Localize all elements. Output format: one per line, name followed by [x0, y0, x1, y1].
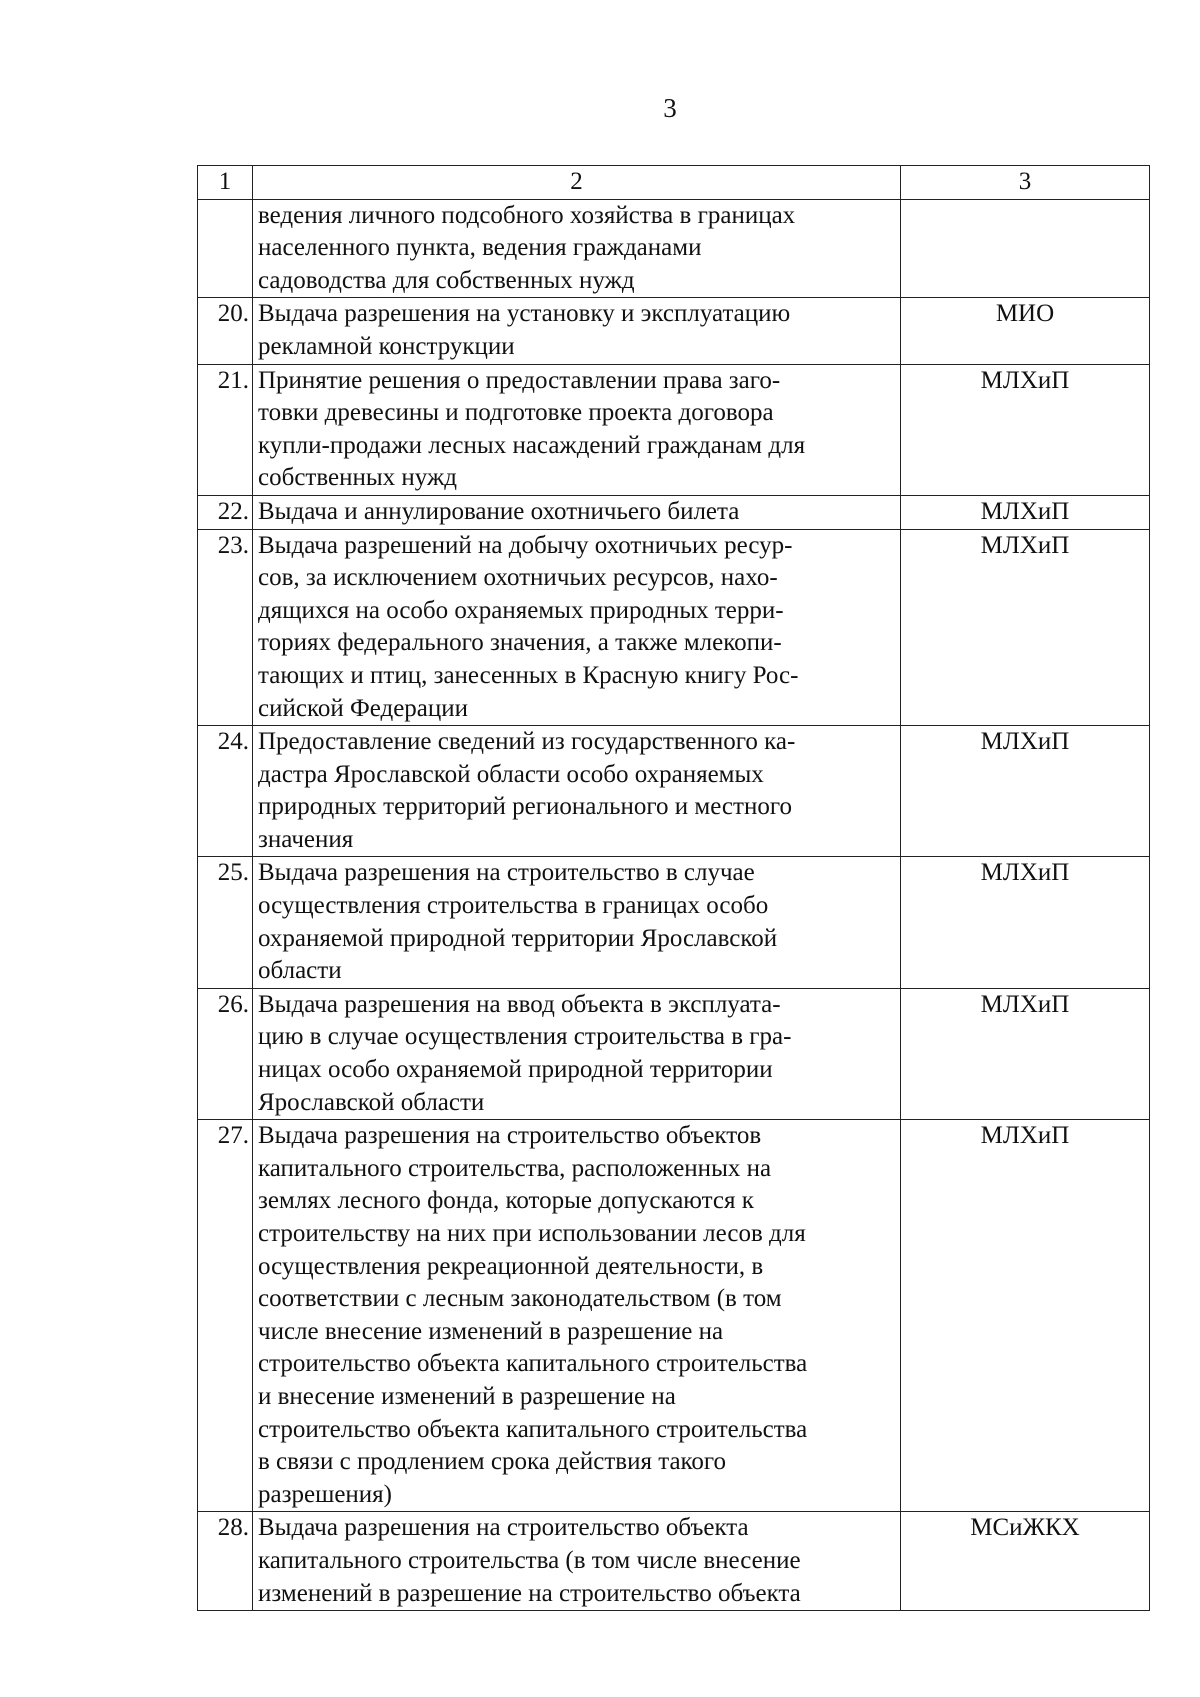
- table-row: [198, 1120, 1150, 1512]
- responsible-body: МЛХиП: [901, 364, 1150, 495]
- description-line: строительство объекта капитального строительства: [258, 1350, 808, 1378]
- description-line: охраняемой природной территории Ярославской: [258, 924, 778, 952]
- description-line: природных территорий регионального и местного: [258, 793, 792, 821]
- description-line: Выдача разрешения на строительство объекта: [258, 1514, 749, 1542]
- description-line: Выдача разрешений на добычу охотничьих ресур-: [258, 531, 793, 559]
- service-description: [253, 298, 901, 364]
- table-body: [198, 166, 1150, 1611]
- description-line: землях лесного фонда, которые допускаются к: [258, 1187, 754, 1215]
- description-line: и внесение изменений в разрешение на: [258, 1382, 676, 1410]
- row-number: [198, 199, 253, 298]
- description-line: собственных нужд: [258, 464, 457, 492]
- responsible-body: МИО: [901, 298, 1150, 364]
- row-number: 28.: [198, 1512, 253, 1611]
- table-row: [198, 529, 1150, 726]
- description-line: осуществления рекреационной деятельности, в: [258, 1252, 764, 1280]
- description-line: товки древесины и подготовке проекта договора: [258, 399, 774, 427]
- service-description: [253, 988, 901, 1119]
- description-line: ницах особо охраняемой природной территории: [258, 1056, 773, 1084]
- column-header-2: 2: [253, 166, 901, 200]
- row-number: 21.: [198, 364, 253, 495]
- description-line: Принятие решения о предоставлении права заго-: [258, 366, 781, 394]
- table-row: [198, 726, 1150, 857]
- responsible-body: [901, 199, 1150, 298]
- description-line: цию в случае осуществления строительства в гра-: [258, 1023, 792, 1051]
- table-row: [198, 495, 1150, 529]
- page-number: 3: [663, 93, 677, 123]
- table-row: [198, 298, 1150, 364]
- description-line: Предоставление сведений из государственного ка-: [258, 728, 796, 756]
- description-line: населенного пункта, ведения гражданами: [258, 234, 702, 262]
- table-row: [198, 199, 1150, 298]
- service-description: [253, 726, 901, 857]
- service-description: [253, 364, 901, 495]
- service-description: [253, 1512, 901, 1611]
- responsible-body: МЛХиП: [901, 529, 1150, 726]
- responsible-body: МЛХиП: [901, 495, 1150, 529]
- service-description: [253, 495, 901, 529]
- description-line: соответствии с лесным законодательством (в том: [258, 1285, 782, 1313]
- description-line: Выдача разрешения на строительство объектов: [258, 1122, 762, 1150]
- column-header-1: 1: [198, 166, 253, 200]
- service-description: [253, 857, 901, 988]
- row-number: 22.: [198, 495, 253, 529]
- row-number: 27.: [198, 1120, 253, 1512]
- description-line: осуществления строительства в границах особо: [258, 892, 769, 920]
- description-line: Выдача разрешения на установку и эксплуатацию: [258, 300, 791, 328]
- description-line: ториях федерального значения, а также млекопи-: [258, 629, 782, 657]
- description-line: ведения личного подсобного хозяйства в границах: [258, 201, 796, 229]
- table-header-row: [198, 166, 1150, 200]
- service-description: [253, 1120, 901, 1512]
- description-line: Выдача и аннулирование охотничьего билета: [258, 497, 740, 525]
- row-number: 20.: [198, 298, 253, 364]
- description-line: тающих и птиц, занесенных в Красную книгу Рос-: [258, 661, 799, 689]
- description-line: дящихся на особо охраняемых природных терри-: [258, 596, 784, 624]
- description-line: купли-продажи лесных насаждений гражданам для: [258, 431, 806, 459]
- responsible-body: МЛХиП: [901, 726, 1150, 857]
- description-line: Выдача разрешения на строительство в случае: [258, 859, 755, 887]
- description-line: значения: [258, 825, 354, 853]
- description-line: области: [258, 957, 342, 985]
- description-line: садоводства для собственных нужд: [258, 266, 635, 294]
- responsible-body: МЛХиП: [901, 988, 1150, 1119]
- table-row: [198, 988, 1150, 1119]
- description-line: в связи с продлением срока действия такого: [258, 1448, 727, 1476]
- service-description: [253, 529, 901, 726]
- row-number: 25.: [198, 857, 253, 988]
- responsible-body: МСиЖКХ: [901, 1512, 1150, 1611]
- column-header-3: 3: [901, 166, 1150, 200]
- description-line: изменений в разрешение на строительство объекта: [258, 1579, 801, 1607]
- description-line: Ярославской области: [258, 1088, 485, 1116]
- description-line: разрешения): [258, 1480, 392, 1508]
- table-row: [198, 1512, 1150, 1611]
- description-line: капитального строительства, расположенных на: [258, 1154, 772, 1182]
- description-line: сийской Федерации: [258, 694, 469, 722]
- description-line: сов, за исключением охотничьих ресурсов, нахо-: [258, 564, 778, 592]
- row-number: 23.: [198, 529, 253, 726]
- table-row: [198, 364, 1150, 495]
- description-line: капитального строительства (в том числе внесение: [258, 1546, 801, 1574]
- description-line: рекламной конструкции: [258, 332, 515, 360]
- row-number: 26.: [198, 988, 253, 1119]
- description-line: строительству на них при использовании лесов для: [258, 1220, 806, 1247]
- description-line: строительство объекта капитального строительства: [258, 1415, 808, 1443]
- services-table: [197, 165, 1150, 1611]
- description-line: числе внесение изменений в разрешение на: [258, 1317, 724, 1345]
- responsible-body: МЛХиП: [901, 857, 1150, 988]
- table-row: [198, 857, 1150, 988]
- service-description: [253, 199, 901, 298]
- responsible-body: МЛХиП: [901, 1120, 1150, 1512]
- row-number: 24.: [198, 726, 253, 857]
- description-line: дастра Ярославской области особо охраняемых: [258, 760, 764, 788]
- description-line: Выдача разрешения на ввод объекта в эксплуата-: [258, 990, 781, 1018]
